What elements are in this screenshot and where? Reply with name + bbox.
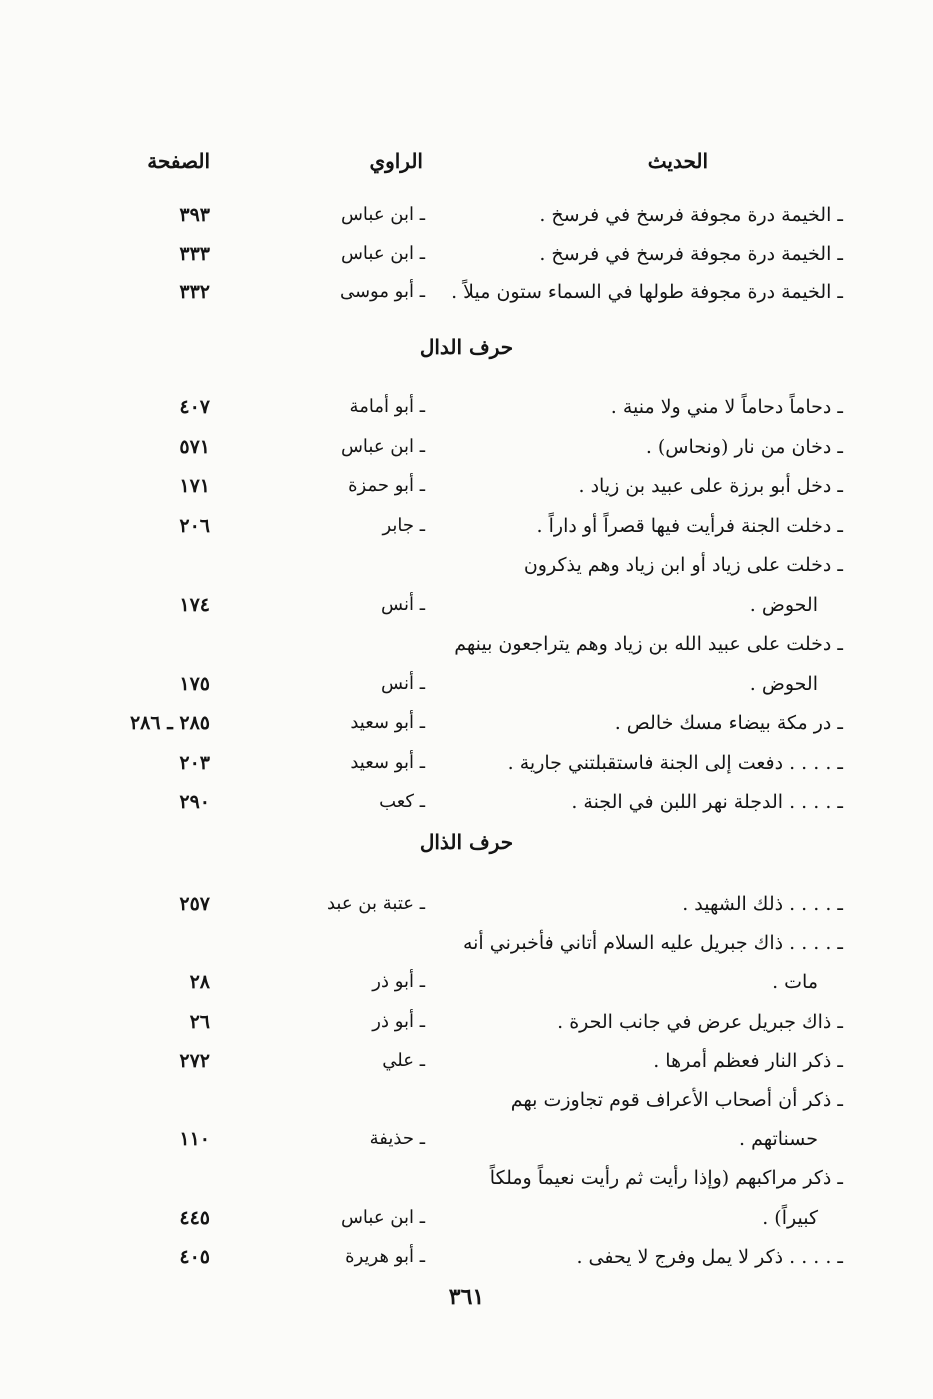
hadith-text: ـ دخلت على عبيد الله بن زياد وهم يتراجعون بينهم [454,633,843,655]
hadith-text: ـ دحاماً دحاماً لا مني ولا منية . [610,396,843,418]
hadith-text: ـ . . . . دفعت إلى الجنة فاستقبلتني جارية . [507,751,843,774]
index-row [0,233,933,273]
page-ref: ٥٧١ [179,435,210,458]
hadith-text: الحوض . [749,672,818,695]
hadith-text: ـ الخيمة درة مجوفة فرسخ في فرسخ . [539,242,843,265]
hadith-text: حسناتهم . [739,1128,818,1151]
narrator: ـ أنس [381,593,425,615]
header-safha: الصفحة [147,149,210,173]
index-row [0,742,933,782]
narrator: ـ ابن عباس [340,204,425,225]
page-ref: ٣٩٣ [179,204,210,226]
index-row [0,922,933,962]
hadith-text: ـ دخلت الجنة فرأيت فيها قصراً أو داراً . [536,514,843,537]
narrator: ـ أبو حمزة [348,475,425,496]
index-row [0,961,933,1001]
index-row [0,584,933,624]
page-ref: ١٧١ [179,475,210,497]
hadith-text: ـ . . . . الدجلة نهر اللبن في الجنة . [571,791,843,813]
section-heading-dhal: حرف الذال [419,830,514,854]
narrator: ـ أبو أمامة [349,396,425,417]
index-row [0,1118,933,1158]
narrator: ـ أبو سعيد [350,751,425,773]
page-ref: ٢٨ [189,971,210,994]
index-row [0,1040,933,1080]
narrator: ـ كعب [379,791,425,812]
hadith-text: ـ . . . . ذاك جبريل عليه السلام أتاني فأخبرني أنه [462,932,843,955]
index-row [0,1197,933,1237]
narrator: ـ جابر [382,514,425,536]
hadith-text: ـ الخيمة درة مجوفة طولها في السماء ستون ميلاً . [451,281,843,303]
index-row [0,702,933,742]
page-ref: ٢٧٢ [179,1049,210,1072]
page-ref: ٢٥٧ [179,893,210,915]
page-ref: ١١٠ [179,1128,210,1151]
narrator: ـ أبو هريرة [345,1245,425,1267]
section-heading-dal: حرف الدال [419,335,514,359]
narrator: ـ أبو سعيد [350,712,425,733]
index-row [0,1001,933,1041]
index-row [0,544,933,584]
hadith-text: مات . [772,971,818,994]
hadith-text: ـ ذاك جبريل عرض في جانب الحرة . [557,1010,843,1033]
hadith-text: ـ در مكة بيضاء مسك خالص . [614,712,843,734]
page-ref: ١٧٤ [179,593,210,616]
page-ref: ٢٨٥ ـ ٢٨٦ [129,712,210,734]
hadith-text: ـ . . . . ذكر لا يمل وفرج لا يحفى . [576,1245,843,1268]
index-row [0,1157,933,1197]
narrator: ـ أبو موسى [339,281,425,302]
index-row [0,1236,933,1276]
header-rawi: الراوي [369,149,423,173]
index-row [0,1079,933,1119]
page-ref: ٢٠٦ [179,514,210,537]
narrator: ـ علي [382,1049,425,1071]
index-row [0,426,933,466]
page-ref: ٣٣٢ [179,281,210,303]
narrator: ـ أبو ذر [372,1010,425,1032]
narrator: ـ ابن عباس [340,1206,425,1228]
index-row [0,194,933,234]
index-row [0,623,933,663]
page-ref: ٢٦ [189,1010,210,1033]
index-row [0,465,933,505]
index-row [0,883,933,923]
hadith-text: ـ دخلت على زياد أو ابن زياد وهم يذكرون [523,554,843,576]
page-ref: ٤٤٥ [179,1206,210,1229]
page-number: ٣٦١ [448,1284,485,1310]
page-ref: ٢٩٠ [179,791,210,813]
index-row [0,781,933,821]
hadith-text: ـ دخان من نار (ونحاس) . [645,435,843,458]
narrator: ـ عتبة بن عبد [326,893,425,914]
narrator: ـ أنس [381,672,425,694]
page-ref: ٤٠٧ [179,396,210,418]
hadith-text: ـ الخيمة درة مجوفة فرسخ في فرسخ . [539,204,843,226]
narrator: ـ حذيفة [369,1128,425,1150]
narrator: ـ ابن عباس [340,435,425,457]
hadith-text: كبيراً) . [762,1206,818,1229]
hadith-text: الحوض . [749,593,818,616]
index-row [0,386,933,426]
table-header [0,140,933,180]
index-row [0,663,933,703]
page-ref: ٤٠٥ [179,1245,210,1268]
index-row [0,505,933,545]
page-ref: ٢٠٣ [179,751,210,774]
hadith-text: ـ . . . . ذلك الشهيد . [682,893,843,915]
index-row [0,271,933,311]
narrator: ـ أبو ذر [372,971,425,993]
header-hadith: الحديث [647,149,708,173]
hadith-text: ـ ذكر أن أصحاب الأعراف قوم تجاوزت بهم [510,1089,843,1111]
page-ref: ١٧٥ [179,672,210,695]
hadith-text: ـ ذكر مراكبهم (وإذا رأيت ثم رأيت نعيماً وملكاً [489,1167,843,1190]
hadith-text: ـ ذكر النار فعظم أمرها . [653,1049,843,1072]
page-ref: ٣٣٣ [179,242,210,265]
hadith-text: ـ دخل أبو برزة على عبيد بن زياد . [578,475,843,497]
narrator: ـ ابن عباس [340,242,425,264]
